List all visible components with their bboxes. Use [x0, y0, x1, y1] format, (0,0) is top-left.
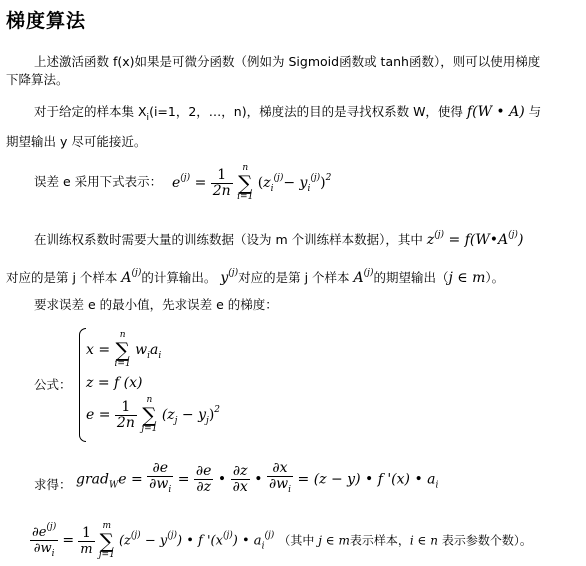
formula-label: 公式： [34, 377, 72, 392]
para4-line1: 在训练权系数时需要大量的训练数据（设为 m 个训练样本数据），其中 $z^{(j)}$ = $f(W•A^{(j)})$ [34, 230, 524, 248]
para3-lead: 误差 e 采用下式表示： [34, 174, 163, 189]
expr-fwa: f(W • A) [466, 104, 525, 120]
sub-i: i [146, 113, 150, 123]
gradient-formula: grad$_W$e = $\frac{\partial e}{\partial w_i}$ = $\frac{\partial e}{\partial z}$ • $\frac{\partial z}{\partial x}$ • $\frac{\partial x}{\partial w_i}$ = (z − y) • f '(x) • $a_i$ [76, 460, 439, 495]
para2-line1b: (i=1，2，…，n)，梯度法的目的是寻找权系数 W，使得 [149, 104, 463, 119]
para4-line2: 对应的是第 j 个样本 $A^{(j)}$的计算输出。 $y^{(j)}$对应的是第 j 个样本 $A^{(j)}$的期望输出（j ∈ m）。 [6, 268, 505, 286]
error-formula: $e^{(j)}$ = $\frac{1}{2n}$ n ∑ i=1 $(z_i^{(j)}- y_i^{(j)})^2$ [172, 163, 332, 202]
formula-e: e = $\frac{1}{2n}$ n ∑ j=1 $(z_j - y_j)^2$ [86, 395, 221, 434]
page-title: 梯度算法 [6, 10, 87, 32]
para2-line1 [34, 103, 541, 127]
para1-line2: 下降算法。 [6, 72, 69, 87]
formula-brace [79, 328, 86, 442]
result-label: 求得： [34, 477, 72, 492]
para1-line1: 上述激活函数 f(x)如果是可微分函数（例如为 Sigmoid函数或 tanh函数），则可以使用梯度 [34, 54, 541, 69]
para5: 要求误差 e 的最小值，先求误差 e 的梯度： [34, 297, 278, 312]
final-formula: $\frac{\partial e^{(j)}}{\partial w_i}$ = $\frac{1}{m}$ m ∑ j=1 $(z^{(j)} - y^{(j)})$ • f '$(x^{(j)})$ • $a_i^{(j)}$ （其中 j ∈ m表示样本，i ∈ n 表示参数个数）。 [32, 521, 532, 560]
para2-line1c: 与 [528, 104, 542, 119]
formula-z: z = f (x) [86, 375, 143, 391]
para2-line1a: 对于给定的样本集 X [34, 104, 147, 119]
formula-x: x = n ∑ i=1 $w_ia_i$ [86, 330, 162, 369]
para2-line2: 期望输出 y 尽可能接近。 [6, 134, 147, 149]
